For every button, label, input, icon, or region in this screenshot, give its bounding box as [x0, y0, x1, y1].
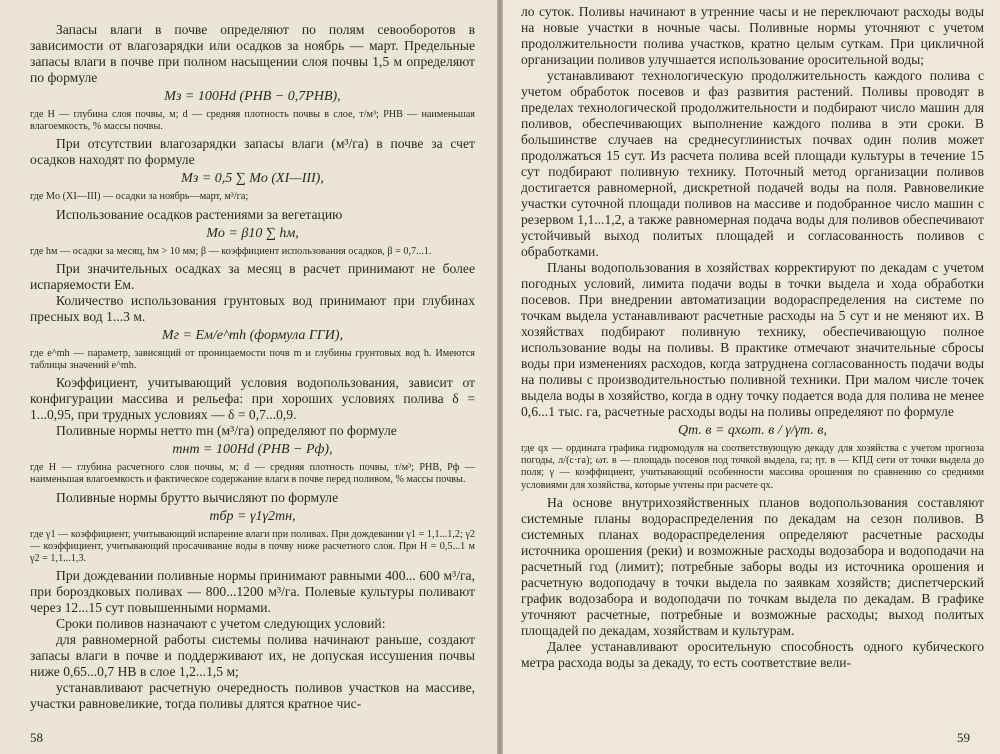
formula: mнт = 100Hd (PНВ − Pф), [172, 442, 333, 458]
formula-legend: где qх — ордината графика гидромодуля на соответствующую декаду для хозяйства с учетом прогноза погоды, л/(с·га); ωт. в — площадь посевов под точкой выдела, га; ηт. в — КПД сети от точки выдела до поля; γ — коэффициент, учитывающий особенности массива орошения по сравнению со средними условиями для хозяйства, которые учтены при расчете qх. [521, 443, 984, 491]
page-number: 58 [30, 730, 43, 745]
paragraph: устанавливают расчетную очередность поливов участков на массиве, участки равновеликие, тогда поливы длятся кратное чис- [30, 680, 475, 712]
formula: Mо = β10 ∑ hм, [206, 225, 299, 241]
formula: Mз = 0,5 ∑ Mо (XI—III), [181, 171, 324, 187]
formula-legend: где e^mh — параметр, зависящий от проницаемости почв m и глубины грунтовых вод h. Имеются таблицы значений e^mh. [30, 347, 475, 372]
formula-legend: где H — глубина расчетного слоя почвы, м; d — средняя плотность почвы, т/м³; PНВ, Pф — наименьшая влагоемкость и фактическое содержание влаги в почве перед поливом, % массы почвы. [30, 462, 475, 486]
paragraph: ло суток. Поливы начинают в утренние часы и не переключают расходы воды на новые участки в ночные часы. Поливные нормы уточняют с учетом продолжительности полива участков, кратно целым суткам. При цикличной организации поливов улучшается использование оросительной воды; [521, 4, 984, 67]
paragraph: Поливные нормы брутто вычисляют по формуле [56, 489, 339, 505]
formula: Mз = 100Hd (PНВ − 0,7PНВ), [164, 89, 341, 104]
paragraph: Использование осадков растениями за вегетацию [56, 206, 343, 222]
formula-legend: где hм — осадки за месяц, hм > 10 мм; β — коэффициент использования осадков, β = 0,7...1. [30, 245, 432, 257]
paragraph: Коэффициент, учитывающий условия водопользования, зависит от конфигурации массива и рельефа: при хороших условиях полива δ = 1...0,95, при трудных условиях — δ = 0,7...0,9. [30, 375, 475, 423]
paragraph: устанавливают технологическую продолжительность каждого полива с учетом обработок посевов и фаз развития растений. Поливы проводят в пределах технологической продолжительности и подбирают число машин для поливов, обеспечивающих выполнение каждого полива в эти сроки. В большинстве случаев на среднесуглинистых почвах один полив может продолжаться 15 сут. Из расчета полива всей площади культуры в течение 15 сут подбирают поливную технику. Поточный метод организации поливов достигается равномерной, дискретной подачей воды на поля. Равновеликие участки суточной площади поливов на массиве и подобранное число машин с резервом 1,1...1,2, а также равномерная подача воды для поливов обеспечивают устойчивый выход политых площадей и согласованность поливов с обработками. [521, 68, 984, 259]
paragraph: Планы водопользования в хозяйствах корректируют по декадам с учетом погодных условий, лимита подачи воды в точки выдела и хода обработки посевов. При внедрении автоматизации водораспределения на системе по точкам выдела устанавливают расчетные расходы на 5 сут и не меняют их. В хозяйствах подбирают поливную технику, обеспечивающую полное использование воды на поливы. В практике отмечают значительные сбросы воды при изменениях расходов, когда затруднена согласованность подачи воды на поливы с производительностью поливной техники. При малом числе точек выдела воды в хозяйство, когда в одну точку подается вода для полива не менее 0,6...1 тыс. га, расчетные расходы воды на поливы определяют по формуле [521, 260, 984, 419]
paragraph: При отсутствии влагозарядки запасы влаги (м³/га) в почве за счет осадков находят по формуле [30, 136, 475, 168]
formula: Mг = Eм/e^mh (формула ГГИ), [161, 327, 344, 343]
paragraph: На основе внутрихозяйственных планов водопользования составляют системные планы водораспределения по декадам на сезон поливов. В системных планах водораспределения определяют расчетные расходы источника орошения (реки) и возможные расходы водозабора и водоподачи на расчетный год (лимит); потребные заборы воды из источника орошения и расчетную водоподачу в точки выдела по заявкам хозяйств; диспетчерский график водозабора и водоподачи по точкам выдела по декадам. В графике уточняют расчетные, потребные и возможные расходы; выход политых площадей по декадам, хозяйствам и культурам. [521, 494, 984, 638]
formula: mбр = γ1γ2mн, [209, 508, 296, 524]
paragraph: для равномерной работы системы полива начинают раньше, создают запасы влаги в почве и поддерживают их, не допуская иссушения почвы ниже 0,65...0,7 НВ в слое 1,2...1,5 м; [30, 632, 475, 680]
paragraph: При дождевании поливные нормы принимают равными 400... 600 м³/га, при бороздковых поливах — 800...1200 м³/га. Полевые культуры поливают через 12...15 сут повышенными нормами. [30, 568, 475, 616]
page-number: 59 [957, 730, 970, 745]
paragraph: Запасы влаги в почве определяют по полям севооборотов в зависимости от влагозарядки или осадков за ноябрь — март. Предельные запасы влаги в почве при полном насыщении слоя почвы 1,5 м определяют по формуле [30, 22, 475, 85]
formula: Qт. в = qхωт. в / γ/γт. в, [677, 423, 828, 438]
paragraph: При значительных осадках за месяц в расчет принимают не более испаряемости Eм. [30, 260, 475, 292]
formula-legend: где γ1 — коэффициент, учитывающий испарение влаги при поливах. При дождевании γ1 = 1,1...1,2; γ2 — коэффициент, учитывающий просачивание воды в почву ниже расчетного слоя. При H = 0,5...1 м γ2 = 1,1...1,3. [30, 528, 475, 565]
paragraph: Количество использования грунтовых вод принимают при глубинах пресных вод 1...3 м. [30, 292, 475, 324]
left-page [0, 0, 497, 754]
paragraph: Поливные нормы нетто mн (м³/га) определяют по формуле [56, 423, 397, 439]
formula-legend: где H — глубина слоя почвы, м; d — средняя плотность почвы в слое, т/м³; PНВ — наименьшая влагоемкость, % массы почвы. [30, 109, 475, 133]
right-page [503, 0, 1000, 754]
formula-legend: где Mо (XI—III) — осадки за ноябрь—март, м³/га; [30, 191, 249, 203]
paragraph: Сроки поливов назначают с учетом следующих условий: [56, 616, 386, 632]
paragraph: Далее устанавливают оросительную способность одного кубического метра расхода воды за декаду, то есть соответствие вели- [521, 638, 984, 670]
